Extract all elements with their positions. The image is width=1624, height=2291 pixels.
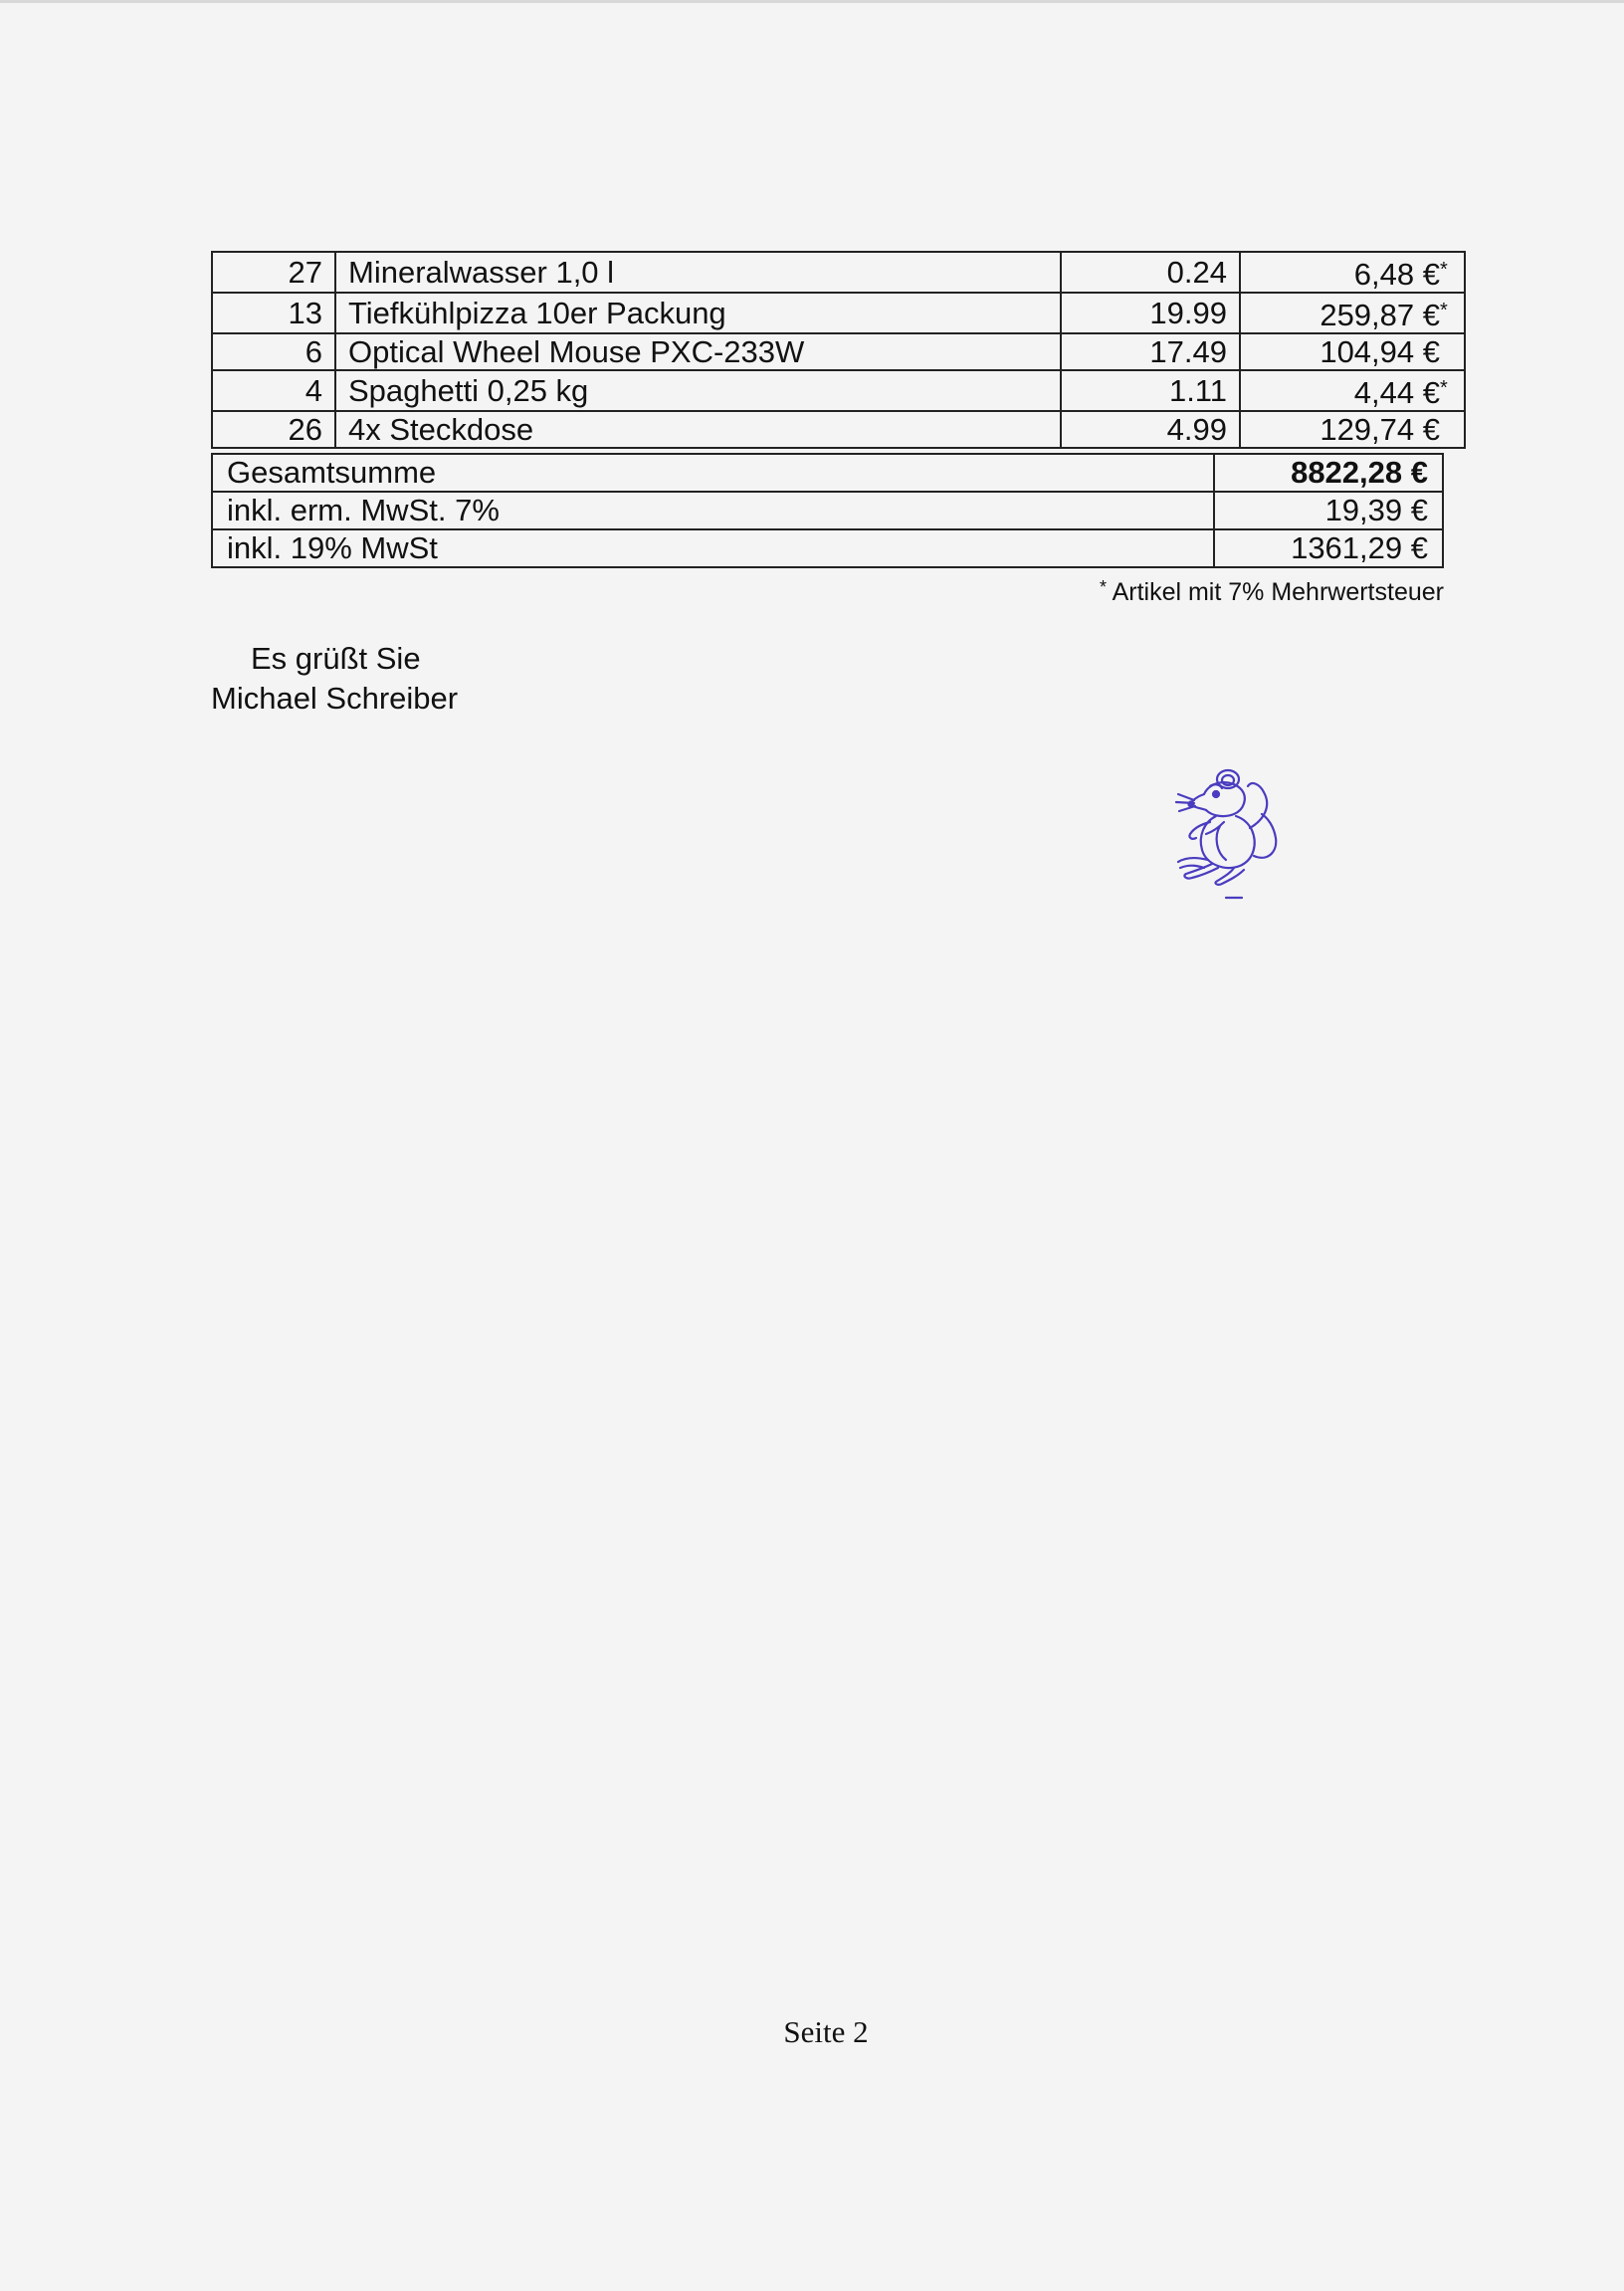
mouse-stamp-icon (1164, 756, 1304, 906)
item-total: 4,44 € (1353, 375, 1440, 410)
table-row (212, 252, 1465, 293)
item-quantity: 13 (212, 293, 335, 333)
item-total-cell (1240, 252, 1465, 293)
standard-vat-label: inkl. 19% MwSt (212, 529, 1214, 567)
item-unit-price: 19.99 (1061, 293, 1240, 333)
item-total-cell (1240, 370, 1465, 411)
item-total-cell (1240, 293, 1465, 333)
reduced-vat-label: inkl. erm. MwSt. 7% (212, 492, 1214, 529)
standard-vat-value: 1361,29 € (1214, 529, 1443, 567)
item-unit-price: 1.11 (1061, 370, 1240, 411)
item-description: 4x Steckdose (335, 411, 1061, 448)
item-unit-price: 17.49 (1061, 333, 1240, 370)
item-unit-price: 0.24 (1061, 252, 1240, 293)
reduced-vat-marker: * (1440, 259, 1448, 281)
item-description: Spaghetti 0,25 kg (335, 370, 1061, 411)
item-total: 259,87 € (1320, 298, 1440, 332)
totals-row-grand-total (212, 454, 1443, 492)
page-number: Seite 2 (783, 2014, 869, 2049)
item-quantity: 6 (212, 333, 335, 370)
reduced-vat-marker: * (1440, 300, 1448, 321)
totals-table (211, 453, 1444, 568)
items-table (211, 251, 1466, 449)
item-quantity: 27 (212, 252, 335, 293)
item-total-cell (1240, 411, 1465, 448)
footnote-text: Artikel mit 7% Mehrwertsteuer (1112, 578, 1444, 606)
page-top-edge (0, 0, 1624, 3)
item-quantity: 26 (212, 411, 335, 448)
item-description: Tiefkühlpizza 10er Packung (335, 293, 1061, 333)
item-total-cell (1240, 333, 1465, 370)
greeting-line: Es grüßt Sie (251, 641, 421, 676)
reduced-vat-marker: * (1440, 377, 1448, 399)
reduced-vat-value: 19,39 € (1214, 492, 1443, 529)
item-total: 6,48 € (1353, 257, 1440, 292)
item-total: 104,94 € (1320, 334, 1440, 369)
closing-greeting (211, 639, 458, 719)
totals-row-standard-vat (212, 529, 1443, 567)
table-row (212, 370, 1465, 411)
item-description: Mineralwasser 1,0 l (335, 252, 1061, 293)
item-total: 129,74 € (1320, 412, 1440, 447)
table-row (212, 333, 1465, 370)
sender-name: Michael Schreiber (211, 681, 459, 716)
grand-total-value: 8822,28 € (1214, 454, 1443, 492)
table-row (212, 411, 1465, 448)
table-row (212, 293, 1465, 333)
footnote-marker: * (1099, 577, 1107, 597)
item-unit-price: 4.99 (1061, 411, 1240, 448)
totals-row-reduced-vat (212, 492, 1443, 529)
item-description: Optical Wheel Mouse PXC-233W (335, 333, 1061, 370)
item-quantity: 4 (212, 370, 335, 411)
grand-total-label: Gesamtsumme (212, 454, 1214, 492)
footnote (1100, 577, 1444, 607)
